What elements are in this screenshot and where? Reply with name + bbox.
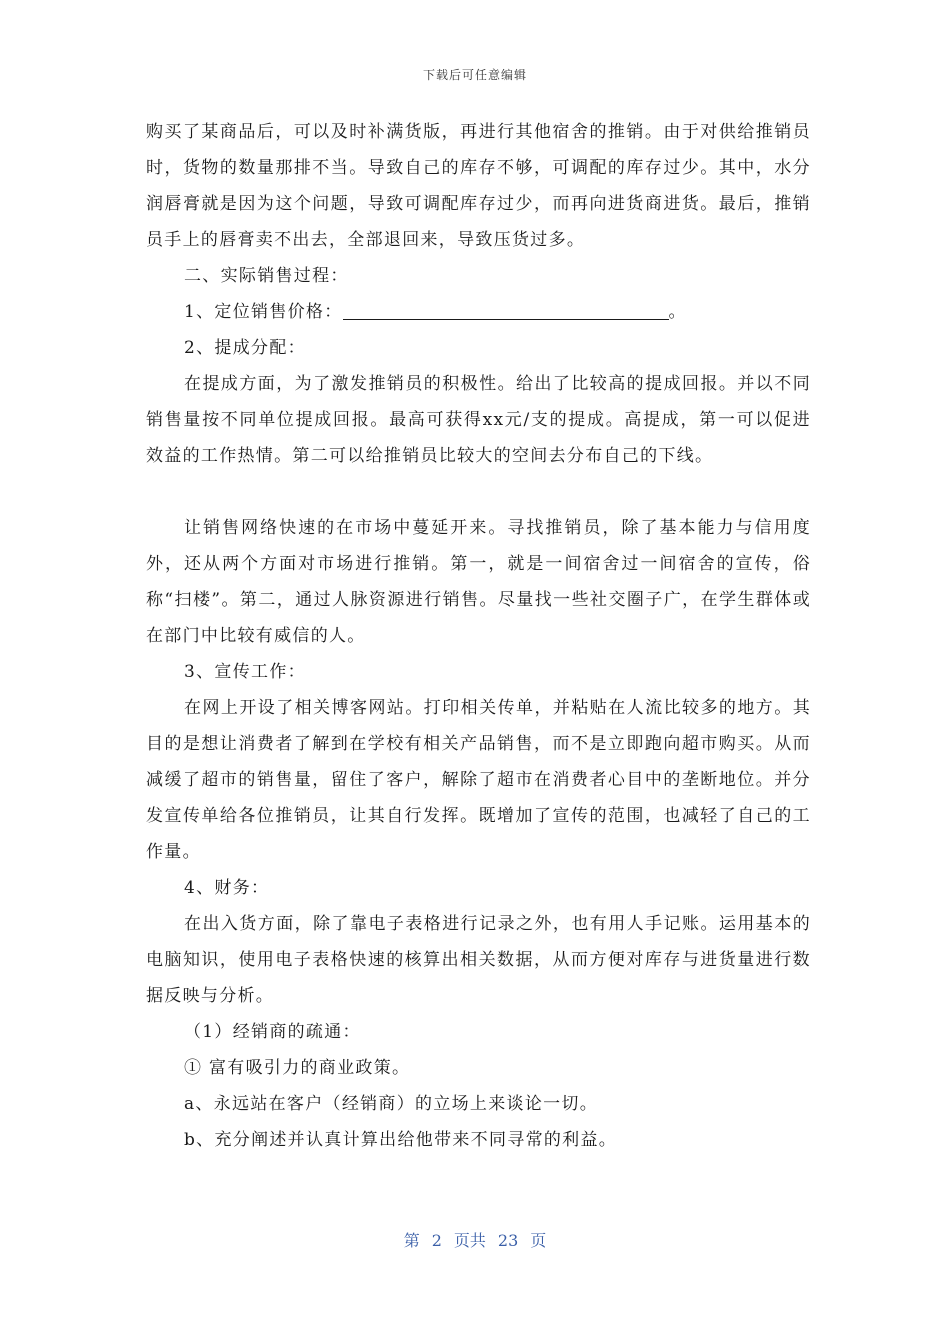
sub-item-1: （1）经销商的疏通：	[184, 1022, 361, 1042]
item-1-label: 1、定位销售价格：	[184, 302, 343, 322]
fill-blank-line	[343, 297, 669, 320]
page-footer	[0, 1228, 950, 1251]
circled-item-1: ① 富有吸引力的商业政策。	[184, 1058, 411, 1078]
document-body	[146, 114, 811, 1158]
section-heading-2: 二、实际销售过程：	[184, 266, 349, 286]
item-2: 2、提成分配：	[184, 338, 306, 358]
footer-page-number: 2	[431, 1231, 442, 1250]
paragraph-gap	[146, 474, 811, 510]
footer-di: 第	[403, 1231, 420, 1250]
item-1-end: 。	[668, 302, 687, 322]
item-3: 3、宣传工作：	[184, 662, 306, 682]
paragraph-4: 在网上开设了相关博客网站。打印相关传单，并粘贴在人流比较多的地方。其目的是想让消费者了解到在学校有相关产品销售，而不是立即跑向超市购买。从而减缓了超市的销售量，留住了客户，解除了超市在消费者心目中的垄断地位。并分发宣传单给各位推销员，让其自行发挥。既增加了宣传的范围，也减轻了自己的工作量。	[146, 698, 811, 862]
paragraph-3: 让销售网络快速的在市场中蔓延开来。寻找推销员，除了基本能力与信用度外，还从两个方面对市场进行推销。第一，就是一间宿舍过一间宿舍的宣传，俗称“扫楼”。第二，通过人脉资源进行销售。尽量找一些社交圈子广，在学生群体或在部门中比较有威信的人。	[146, 518, 811, 646]
list-item-b: b、充分阐述并认真计算出给他带来不同寻常的利益。	[184, 1130, 618, 1150]
footer-total-pages: 23	[497, 1231, 519, 1250]
page-header: 下载后可任意编辑	[422, 68, 527, 82]
list-item-a: a、永远站在客户（经销商）的立场上来谈论一切。	[184, 1094, 599, 1114]
item-4: 4、财务：	[184, 878, 270, 898]
footer-ye-gong: 页共	[453, 1231, 486, 1250]
paragraph-5: 在出入货方面，除了靠电子表格进行记录之外，也有用人手记账。运用基本的电脑知识，使用电子表格快速的核算出相关数据，从而方便对库存与进货量进行数据反映与分析。	[146, 914, 811, 1006]
paragraph-1: 购买了某商品后，可以及时补满货版，再进行其他宿舍的推销。由于对供给推销员时，货物的数量那排不当。导致自己的库存不够，可调配的库存过少。其中，水分润唇膏就是因为这个问题，导致可调配库存过少，而再向进货商进货。最后，推销员手上的唇膏卖不出去，全部退回来，导致压货过多。	[146, 122, 811, 250]
paragraph-2: 在提成方面，为了激发推销员的积极性。给出了比较高的提成回报。并以不同销售量按不同单位提成回报。最高可获得xx元/支的提成。高提成，第一可以促进效益的工作热情。第二可以给推销员比较大的空间去分布自己的下线。	[146, 374, 811, 466]
item-1	[146, 294, 811, 330]
footer-ye: 页	[530, 1231, 547, 1250]
